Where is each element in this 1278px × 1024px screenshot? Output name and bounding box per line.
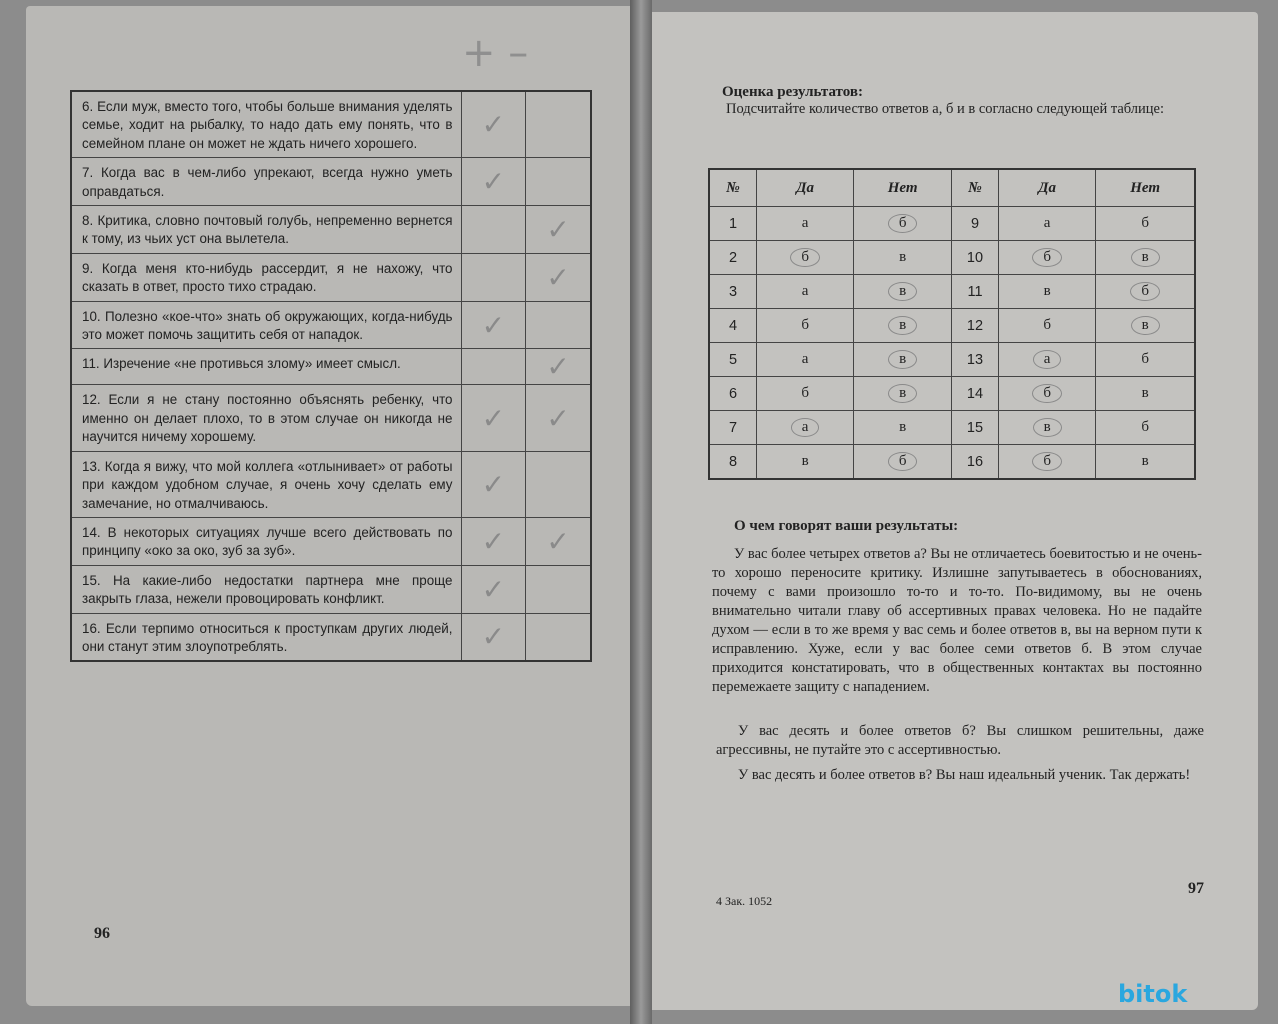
answer-key-value: в <box>888 384 917 403</box>
question-number-cell <box>952 411 999 445</box>
answer-key-cell <box>999 377 1096 411</box>
answer-key-value: в <box>1131 248 1160 267</box>
statement-text: 15. На какие-либо недостатки партнера мне проще закрыть глаза, нежели провоцировать конфликт. <box>71 565 461 613</box>
table-row <box>709 309 1195 343</box>
answer-key-cell <box>854 411 952 445</box>
answer-key-value: в <box>888 316 917 335</box>
results-intro: Подсчитайте количество ответов а, б и в согласно следующей таблице: <box>726 101 1165 117</box>
answer-key-value: в <box>801 453 809 469</box>
table-header-cell: Нет <box>854 169 952 207</box>
answer-key-value: б <box>1032 248 1062 267</box>
answer-key-cell <box>999 309 1096 343</box>
answer-key-value: 2 <box>728 249 738 266</box>
statement-text: 16. Если терпимо относиться к проступкам других людей, они станут этим злоупотреблять. <box>71 613 461 661</box>
table-row <box>709 207 1195 241</box>
answer-key-value: б <box>888 214 918 233</box>
question-number-cell <box>709 411 757 445</box>
answer-key-cell <box>999 207 1096 241</box>
answer-key-value: 11 <box>967 283 983 300</box>
answer-key-cell <box>854 445 952 480</box>
statement-row <box>71 158 591 206</box>
answer-key-value: 12 <box>966 317 984 334</box>
answer-key-cell <box>1096 377 1195 411</box>
answer-no-cell[interactable] <box>526 565 591 613</box>
statement-text: 8. Критика, словно почтовый голубь, непременно вернется к тому, из чьих уст она вылетела. <box>71 206 461 254</box>
answer-key-cell <box>854 241 952 275</box>
table-header-cell: № <box>952 169 999 207</box>
answer-key-value: в <box>1043 283 1051 299</box>
question-number-cell <box>709 241 757 275</box>
answer-key-value: б <box>1141 419 1149 435</box>
answer-key-value: б <box>1032 384 1062 403</box>
answer-key-value: в <box>899 249 907 265</box>
answer-key-value: 7 <box>728 419 738 436</box>
answer-key-cell <box>757 275 854 309</box>
table-header-cell: Да <box>999 169 1096 207</box>
answer-key-value: в <box>1131 316 1160 335</box>
answer-no-cell[interactable] <box>526 158 591 206</box>
answer-key-value: 15 <box>966 419 984 436</box>
answer-key-value: 14 <box>966 385 984 402</box>
answer-key-value: б <box>801 317 809 333</box>
answer-key-value: 13 <box>966 351 984 368</box>
answer-key-value: б <box>790 248 820 267</box>
answer-yes-cell[interactable] <box>461 206 526 254</box>
table-row <box>709 445 1195 480</box>
answer-key-cell <box>1096 309 1195 343</box>
print-order-note: 4 Зак. 1052 <box>716 894 773 908</box>
answer-yes-cell[interactable]: ✓ <box>461 158 526 206</box>
table-row <box>709 343 1195 377</box>
question-number-cell <box>952 445 999 480</box>
table-row <box>709 377 1195 411</box>
statement-text: 13. Когда я вижу, что мой коллега «отлынивает» от работы при каждом удобном случае, я очень хочу сделать ему замечание, но отмалчиваюсь. <box>71 451 461 517</box>
answer-key-cell <box>999 275 1096 309</box>
answer-yes-cell[interactable]: ✓ <box>461 301 526 349</box>
answer-no-cell[interactable]: ✓ <box>526 349 591 385</box>
answer-no-cell[interactable]: ✓ <box>526 385 591 451</box>
answer-yes-cell[interactable]: ✓ <box>461 451 526 517</box>
answer-key-value: 8 <box>728 453 738 470</box>
table-header-cell: № <box>709 169 757 207</box>
answer-key-cell <box>1096 241 1195 275</box>
statement-text: 9. Когда меня кто-нибудь рассердит, я не нахожу, что сказать в ответ, просто тихо страдаю. <box>71 253 461 301</box>
question-number-cell <box>952 343 999 377</box>
answer-key-value: б <box>1032 452 1062 471</box>
answer-key-value: б <box>801 385 809 401</box>
statement-row <box>71 613 591 661</box>
answer-key-value: б <box>1141 351 1149 367</box>
answer-key-value: в <box>888 350 917 369</box>
question-number-cell <box>709 309 757 343</box>
statement-text: 10. Полезно «кое-что» знать об окружающих, когда-нибудь это может помочь защитить себя от нападок. <box>71 301 461 349</box>
answer-key-cell <box>854 377 952 411</box>
answer-key-cell <box>999 445 1096 480</box>
statement-row <box>71 91 591 158</box>
answer-no-cell[interactable]: ✓ <box>526 206 591 254</box>
answer-key-cell <box>1096 275 1195 309</box>
answer-no-cell[interactable]: ✓ <box>526 253 591 301</box>
statements-table <box>70 90 592 662</box>
answer-key-cell <box>1096 411 1195 445</box>
question-number-cell <box>952 207 999 241</box>
watermark-logo: bitok <box>1118 980 1188 1008</box>
question-number-cell <box>709 343 757 377</box>
answer-key-value: 6 <box>728 385 738 402</box>
interpretation-paragraph-2: У вас десять и более ответов б? Вы слишком решительны, даже агрессивны, не путайте это с ассертивностью. <box>716 723 1204 758</box>
answer-key-value: 3 <box>728 283 738 300</box>
right-page <box>646 12 1258 1010</box>
answer-no-cell[interactable] <box>526 451 591 517</box>
scoring-table <box>708 168 1196 480</box>
answer-yes-cell[interactable]: ✓ <box>461 565 526 613</box>
statement-text: 7. Когда вас в чем-либо упрекают, всегда нужно уметь оправдаться. <box>71 158 461 206</box>
answer-key-cell <box>1096 445 1195 480</box>
answer-key-value: в <box>1141 453 1149 469</box>
answer-key-cell <box>1096 343 1195 377</box>
answer-key-cell <box>854 309 952 343</box>
answer-key-value: 5 <box>728 351 738 368</box>
statement-text: 12. Если я не стану постоянно объяснять ребенку, что именно он делает плохо, то в этом случае он никогда не научится ничему хорошему. <box>71 385 461 451</box>
answer-key-cell <box>999 241 1096 275</box>
answer-key-value: 9 <box>970 215 980 232</box>
question-number-cell <box>952 377 999 411</box>
answer-no-cell[interactable]: ✓ <box>526 517 591 565</box>
answer-no-cell[interactable] <box>526 91 591 158</box>
answer-key-value: б <box>1141 215 1149 231</box>
answer-key-cell <box>757 377 854 411</box>
answer-key-cell <box>757 309 854 343</box>
statement-row <box>71 517 591 565</box>
statement-row <box>71 565 591 613</box>
answer-yes-cell[interactable] <box>461 349 526 385</box>
table-row <box>709 241 1195 275</box>
answer-key-cell <box>854 207 952 241</box>
question-number-cell <box>709 445 757 480</box>
results-heading: Оценка результатов: <box>722 84 863 100</box>
answer-key-value: б <box>1130 282 1160 301</box>
statement-text: 6. Если муж, вместо того, чтобы больше внимания уделять семье, ходит на рыбалку, то надо дать ему понять, что в семейном плане он может не ждать ничего хорошего. <box>71 91 461 158</box>
answer-key-value: а <box>801 351 809 367</box>
answer-key-cell <box>757 445 854 480</box>
question-number-cell <box>709 275 757 309</box>
answer-key-cell <box>757 207 854 241</box>
book-gutter <box>630 0 652 1024</box>
left-page-number: 96 <box>94 925 110 942</box>
pencil-marks: + – <box>462 30 529 76</box>
statement-text: 11. Изречение «не противься злому» имеет смысл. <box>71 349 461 385</box>
question-number-cell <box>709 207 757 241</box>
table-row <box>709 411 1195 445</box>
answer-key-cell <box>757 241 854 275</box>
table-header-cell: Да <box>757 169 854 207</box>
right-page-number: 97 <box>1188 880 1204 897</box>
answer-yes-cell[interactable] <box>461 253 526 301</box>
answer-key-value: 4 <box>728 317 738 334</box>
statement-row <box>71 385 591 451</box>
answer-key-value: 1 <box>728 215 738 232</box>
answer-key-value: а <box>791 418 820 437</box>
answer-key-value: в <box>899 419 907 435</box>
answer-key-cell <box>1096 207 1195 241</box>
answer-key-value: а <box>801 283 809 299</box>
answer-key-value: в <box>1033 418 1062 437</box>
answer-yes-cell[interactable]: ✓ <box>461 91 526 158</box>
interpretation-paragraph-3: У вас десять и более ответов в? Вы наш идеальный ученик. Так держать! <box>738 767 1191 783</box>
statement-row <box>71 253 591 301</box>
answer-key-value: 10 <box>966 249 984 266</box>
question-number-cell <box>952 309 999 343</box>
question-number-cell <box>952 275 999 309</box>
answer-key-value: в <box>1141 385 1149 401</box>
answer-key-cell <box>757 411 854 445</box>
answer-key-cell <box>854 343 952 377</box>
answer-key-cell <box>854 275 952 309</box>
answer-key-value: а <box>801 215 809 231</box>
table-row <box>709 275 1195 309</box>
answer-key-value: 16 <box>966 453 984 470</box>
answer-yes-cell[interactable]: ✓ <box>461 517 526 565</box>
question-number-cell <box>952 241 999 275</box>
interpretation-paragraph-1: У вас более четырех ответов а? Вы не отличаетесь боевитостью и не очень-то хорошо переносите критику. Излишне запутываетесь в обоснованиях, почему с вами произошло то-то и то-то. По-видимому, вы не очень внимательно читали главу об ассертивных правах человека. Но не падайте духом — если в то же время у вас семь и более ответов в, вы на верном пути к исправлению. Хуже, если у вас более семи ответов б. В этом случае приходится констатировать, что в общественных контактах вы постоянно перемежаете защиту с нападением. <box>712 546 1202 695</box>
statement-row <box>71 451 591 517</box>
answer-key-value: б <box>1043 317 1051 333</box>
statement-row <box>71 349 591 385</box>
answer-key-cell <box>757 343 854 377</box>
answer-no-cell[interactable] <box>526 613 591 661</box>
answer-yes-cell[interactable]: ✓ <box>461 385 526 451</box>
statement-row <box>71 206 591 254</box>
answer-key-value: б <box>888 452 918 471</box>
table-header-cell: Нет <box>1096 169 1195 207</box>
answer-key-cell <box>999 411 1096 445</box>
answer-key-value: в <box>888 282 917 301</box>
answer-key-value: а <box>1033 350 1062 369</box>
statement-text: 14. В некоторых ситуациях лучше всего действовать по принципу «око за око, зуб за зуб». <box>71 517 461 565</box>
answer-key-cell <box>999 343 1096 377</box>
statement-row <box>71 301 591 349</box>
answer-no-cell[interactable] <box>526 301 591 349</box>
interpretation-heading: О чем говорят ваши результаты: <box>734 518 959 534</box>
question-number-cell <box>709 377 757 411</box>
answer-yes-cell[interactable]: ✓ <box>461 613 526 661</box>
answer-key-value: а <box>1043 215 1051 231</box>
